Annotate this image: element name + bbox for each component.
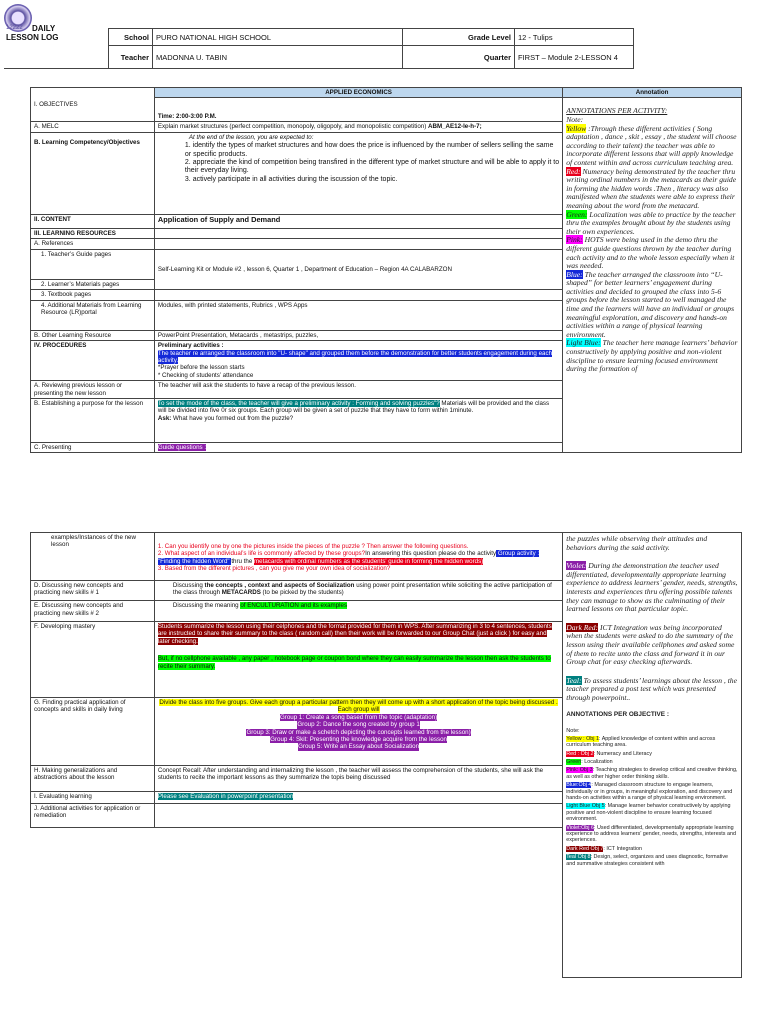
annotations-note: Note: bbox=[566, 115, 584, 124]
header-table bbox=[108, 28, 634, 69]
d-text-1: Discussing bbox=[172, 581, 205, 589]
annotation-tag: Red: bbox=[566, 166, 581, 176]
melc-cell bbox=[154, 122, 562, 132]
purpose-text: Materials will be provided and the class will be divided into five 0r six groups. Each group will be given a set of puzzle that they have to form within 1minute. bbox=[157, 400, 550, 415]
e-text: Discussing the meaning bbox=[172, 602, 241, 610]
melc-code: ABM_AE12-Ie-h-7; bbox=[428, 123, 482, 131]
annotation2-text: ICT Integration was being incorporated when the students were asked to do the summary of the lesson using their available cellphones and asked some of them to recite unto the class and forward it in our Group chat for easy checking afterwards. bbox=[566, 622, 735, 667]
procedures-label: IV. PROCEDURES bbox=[31, 341, 155, 381]
question-2b: In answering this question please do the activity bbox=[365, 550, 497, 558]
f-label: F. Developing mastery bbox=[31, 621, 155, 697]
ref-item-2: 2. Learner’s Materials pages bbox=[31, 279, 155, 289]
presenting-highlight: Guide questions : bbox=[157, 444, 207, 451]
annotation2-text: To assess students’ learnings about the lesson , the teacher prepared a post test which was presented through powerpoint.. bbox=[566, 675, 737, 702]
objective-note: Note: bbox=[566, 728, 580, 735]
blank-area bbox=[154, 828, 562, 978]
lc-item-1: 1. identify the types of market structures and how does the price is influenced by the number of sellers selling the same or specific products. bbox=[184, 142, 554, 158]
question-2-red: metacards with ordinal numbers as the students' guide in forming the hidden words) bbox=[254, 557, 484, 565]
annotation-text: :Through these different activities ( Song adaptation , dance , skit , essay , the student will choose according to their talent) the teacher was able to incorporate different lessons that will apply knowledge of content within and across curriculum teaching area. bbox=[566, 123, 737, 167]
lc-item-3: 3. actively participate in all activities during the iscussion of the topic. bbox=[184, 175, 398, 183]
annotation-column bbox=[563, 98, 742, 453]
d-text-3: (to be picked by the students) bbox=[260, 589, 344, 597]
blank-area bbox=[31, 828, 155, 978]
annotation-item bbox=[566, 125, 738, 168]
annotation2-tag: Violet: bbox=[566, 561, 587, 571]
resources-label: III. LEARNING RESOURCES bbox=[31, 228, 155, 238]
purpose-highlight: To set the mode of the class, the teacher will give a preliminary activity : Forming and solving puzzles"? bbox=[157, 400, 440, 407]
objective-item bbox=[566, 759, 738, 765]
d-bold: the concepts , context and aspects of Socialization bbox=[204, 581, 355, 589]
annotation2-item bbox=[566, 677, 738, 703]
objective-text: : Numeracy and Literacy bbox=[593, 750, 652, 757]
references-label: A. References bbox=[31, 239, 155, 249]
annotation-tag: Yellow bbox=[566, 123, 587, 133]
objectives-label: I. OBJECTIVES bbox=[31, 88, 155, 122]
title-line2: LESSON LOG bbox=[6, 33, 59, 42]
page-2 bbox=[0, 532, 768, 1002]
lc-item-2: 2. appreciate the kind of competition being transfired in the different type of market structure and will be able to apply it to their everyday living. bbox=[184, 159, 560, 175]
j-label: J. Additional activities for application or remediation bbox=[31, 804, 155, 828]
objective-text: : Teaching strategies to develop critical and creative thinking, as well as other higher order thinking skills. bbox=[566, 767, 738, 780]
annotation-column-2 bbox=[563, 533, 742, 978]
quarter-value: FIRST – Module 2-LESSON 4 bbox=[515, 46, 634, 69]
objective-tag: Dark Red Obj 7 bbox=[566, 845, 604, 852]
group-3: Group 3: Draw or make a schetch depicting the concepts learned from the lesson) bbox=[246, 728, 471, 736]
doc-title bbox=[6, 24, 58, 42]
other-label: B. Other Learning Resource bbox=[31, 330, 155, 340]
ref-text: Self-Learning Kit or Module #2 , lesson 6, Quarter 1 , Department of Education – Region 4A CALABARZON bbox=[154, 249, 562, 290]
prelim-highlight: The teacher re arranged the classroom into "U- shape" and grouped them before the demonstration for better students engagement during each activity. bbox=[157, 349, 553, 364]
annotation2-item bbox=[566, 624, 738, 667]
objective-item bbox=[566, 782, 738, 801]
objective-text: : Applied knowledge of content within and across curriculum teaching area. bbox=[566, 735, 716, 749]
annotation2-text: During the demonstration the teacher used differentiated, developmentally appropriate learning experience to address learners’ gender, needs, strengths, interests and experiences thru offering possible talents they can manage to show as the culminating of their learned lessons on that particular topic. bbox=[566, 561, 738, 614]
g-highlight: Divide the class into five groups. Give each group a particular pattern then they will come up with a short application of the topic being discussed . Each group will bbox=[159, 698, 558, 714]
lc-label: B. Learning Competency/Objectives bbox=[31, 132, 155, 214]
annotation-item bbox=[566, 168, 738, 211]
question-2c: thru the bbox=[231, 557, 255, 565]
quarter-label: Quarter bbox=[403, 46, 515, 69]
objective-item bbox=[566, 825, 738, 844]
i-label: I. Evaluating learning bbox=[31, 791, 155, 803]
objective-text: : Used differentiated, developmentally appropriate learning experience to address learners’ gender, needs, strengths, interests and experiences. bbox=[566, 824, 736, 844]
prelim-attendance: * Checking of students’ attendance bbox=[157, 371, 254, 379]
prelim-title: Preliminary activities : bbox=[157, 342, 224, 350]
lesson-table-1 bbox=[30, 87, 742, 453]
empty-cell bbox=[154, 804, 562, 828]
melc-text: Explain market structures (perfect competition, monopoly, oligopoly, and monopolistic competition) bbox=[157, 123, 427, 131]
title-line1: DAILY bbox=[32, 24, 56, 33]
objective-tag: Blue:Obj 4 bbox=[566, 782, 592, 789]
content-text: Application of Supply and Demand bbox=[154, 214, 562, 228]
grade-value: 12 - Tulips bbox=[515, 29, 634, 46]
content-label: II. CONTENT bbox=[31, 214, 155, 228]
annotation-text: The teacher here manage learners’ behavior constructively by applying positive and non-violent discipline to ensure learning focused environment during the formation of bbox=[566, 338, 738, 374]
f-highlight: Students summarize the lesson using their celphones and the format provided for them in WPS. After summarizing in 3 to 4 sentences, students are instructed to share their summary to the class ( random call) then their work will be forwarded to our Group Chat (just a click ) for easy and later checking. bbox=[157, 622, 552, 645]
presenting-label: C. Presenting bbox=[31, 443, 155, 453]
annotation-item bbox=[566, 271, 738, 340]
review-text: The teacher will ask the students to have a recap of the previous lesson. bbox=[154, 381, 562, 399]
d-bold-2: METACARDS bbox=[221, 589, 261, 597]
additional-text: Modules, with printed statements, Rubrics , WPS Apps bbox=[154, 300, 562, 330]
purpose-cell bbox=[154, 399, 562, 443]
objective-tag: Red : Obj 2 bbox=[566, 750, 594, 757]
objective-tag: Violet:Obj 6 bbox=[566, 824, 595, 831]
objective-item bbox=[566, 767, 738, 780]
empty-cell bbox=[154, 228, 562, 238]
purpose-ask: What have you formed out from the puzzle? bbox=[171, 414, 294, 422]
annotation-text: Localization was able to practice by the teacher thru the examples brought about by the students using their own experiences. bbox=[566, 209, 736, 236]
teacher-label: Teacher bbox=[109, 46, 153, 69]
objective-tag: Green bbox=[566, 758, 582, 765]
question-2: 2. What aspect of an individual’s life is commonly affected by these groups? bbox=[157, 550, 366, 558]
objective-tag: Teal Obj 8 bbox=[566, 854, 591, 861]
lc-intro: At the end of the lesson, you are expected to: bbox=[188, 133, 314, 141]
ref-item-1: 1. Teacher’s Guide pages bbox=[31, 249, 155, 279]
empty-cell bbox=[154, 290, 562, 300]
question-1: 1. Can you identify one by one the pictures inside the pieces of the puzzle ? Then answer the following questions. bbox=[157, 543, 469, 550]
subject-title: APPLIED ECONOMICS bbox=[154, 88, 562, 98]
objective-item bbox=[566, 803, 738, 822]
melc-label: A. MELC bbox=[31, 122, 155, 132]
e-cell bbox=[154, 601, 562, 622]
lesson-table-2 bbox=[30, 532, 742, 978]
school-label: School bbox=[109, 29, 153, 46]
review-label: A. Reviewing previous lesson or presenting the new lesson bbox=[31, 381, 155, 399]
teacher-value: MADONNA U. TABIN bbox=[153, 46, 403, 69]
objective-text: : Localization bbox=[581, 758, 613, 765]
annotation2-item bbox=[566, 562, 738, 614]
group-1: Group 1: Create a song based from the topic (adaptation) bbox=[279, 713, 438, 721]
header-line bbox=[4, 68, 109, 69]
f-cell bbox=[154, 621, 562, 697]
g-cell bbox=[154, 697, 562, 765]
f-highlight-2: But, if no cellphone available , any paper , notebook page or coupon bond where they can easily summarize the lesson then ask the students to recite their summary. bbox=[157, 655, 551, 670]
objective-item bbox=[566, 736, 738, 749]
annotation-tag: Pink: bbox=[566, 235, 583, 245]
d-text-2: using power point presentation while soliciting the active participation of the class through bbox=[172, 581, 552, 597]
objective-title: ANNOTATIONS PER OBJECTIVE : bbox=[566, 710, 669, 718]
ref-item-4: 4. Additional Materials from Learning Resource (LR)portal bbox=[31, 300, 155, 330]
prelim-prayer: *Prayer before the lesson starts bbox=[157, 364, 245, 372]
prelim-cell bbox=[154, 341, 562, 381]
group-4: Group 4: Skit: Presenting the knowledge acquire from the lesson bbox=[270, 736, 447, 744]
objective-text: : ICT Integration bbox=[603, 845, 642, 852]
annotation-list bbox=[566, 125, 738, 374]
objective-tag: Pink: Obj 3 bbox=[566, 767, 593, 774]
annotation-continued: the puzzles while observing their attitudes and behaviors during the said activity. bbox=[566, 535, 708, 552]
annotation2-tag: Dark Red: bbox=[566, 622, 599, 632]
h-text: Concept Recall: After understanding and internalizing the lesson , the teacher will assess the comprehension of the students, she will ask the students to recite the important lessons as they summarize the topis being discussed bbox=[154, 765, 562, 791]
annotation-list-2 bbox=[566, 562, 738, 702]
annotation2-tag: Teal: bbox=[566, 675, 582, 685]
group-5: Group 5: Write an Essay about Socialization bbox=[298, 743, 420, 751]
annotation-item bbox=[566, 236, 738, 270]
d-label: D. Discussing new concepts and practicing new skills # 1 bbox=[31, 580, 155, 601]
i-highlight: Please see Evaluation in powerpoint presentation bbox=[157, 792, 294, 800]
lc-cell bbox=[154, 132, 562, 214]
annotation-text: The teacher arranged the classroom into “U-shaped” for better learners’ engagement during activities and decided to grouped the class into 5-6 groups before the lesson started to well managed the time and the learners will have an individual or groups meaningful exploration, and discovery and hands-on activities within a range of physical learning environment. bbox=[566, 269, 735, 339]
annotation-tag: Blue: bbox=[566, 269, 583, 279]
objective-text: : Manage learner behavior constructively by applying positive and non-violent discipline to ensure learning focused environment. bbox=[566, 803, 731, 823]
school-value: PURO NATIONAL HIGH SCHOOL bbox=[153, 29, 403, 46]
e-highlight: of ENCULTURATION and its examples bbox=[240, 602, 348, 610]
objective-item bbox=[566, 846, 738, 852]
d-cell bbox=[154, 580, 562, 601]
page-1 bbox=[0, 0, 768, 480]
objective-text: : Managed classroom structure to engage learners, individually or in groups, in meaningful exploration, and discovery and hands-on activities within a range of physical learning environment. bbox=[566, 782, 733, 801]
objective-list bbox=[566, 736, 738, 867]
annotation-item bbox=[566, 211, 738, 237]
g-label: G. Finding practical application of concepts and skills in daily living bbox=[31, 697, 155, 765]
other-text: PowerPoint Presentation, Metacards , metastrips, puzzles, bbox=[154, 330, 562, 340]
purpose-ask-label: Ask: bbox=[157, 414, 172, 422]
h-label: H. Making generalizations and abstractions about the lesson bbox=[31, 765, 155, 791]
objective-tag: Yellow : Obj 1 bbox=[566, 735, 599, 742]
objective-text: : Design, select, organizes and uses diagnostic, formative and summative strategies consistent with bbox=[566, 854, 729, 867]
objective-item bbox=[566, 854, 738, 867]
group-2: Group 2: Dance the song created by group 1 bbox=[297, 721, 420, 729]
ref-item-3: 3. Textbook pages bbox=[31, 290, 155, 300]
annotation-item bbox=[566, 339, 738, 373]
objective-tag: Light Blue Obj 5 bbox=[566, 803, 605, 810]
objective-item bbox=[566, 751, 738, 757]
empty-cell bbox=[154, 239, 562, 249]
annotation-tag: Green: bbox=[566, 209, 588, 219]
annotations-title: ANNOTATIONS PER ACTIVITY: bbox=[566, 106, 668, 116]
annotation-head: Annotation bbox=[563, 88, 742, 98]
presenting-cell bbox=[154, 443, 562, 453]
annotation-text: HOTS were being used in the demo thru the different guide questions thrown by the teacher during each activity and to the whole lesson especially when it was needed. bbox=[566, 235, 735, 271]
question-2-highlight: Group activity : "Finding the hidden Word" bbox=[157, 550, 540, 565]
logo-text: 12222 bbox=[6, 25, 23, 31]
questions-cell bbox=[154, 533, 562, 581]
cont-label: examples/Instances of the new lesson bbox=[31, 533, 155, 581]
time-text: Time: 2:00-3:00 P.M. bbox=[154, 98, 562, 122]
purpose-label: B. Establishing a purpose for the lesson bbox=[31, 399, 155, 443]
annotation-tag: Light Blue: bbox=[566, 338, 601, 348]
i-cell bbox=[154, 791, 562, 803]
annotation-text: Numeracy being demonstrated by the teacher thru writing ordinal numbers in the metacards as their guide in forming the hidden words .Then , literacy was also manifested when the students were able to express their meaning about the word from the metacard. bbox=[566, 166, 737, 210]
grade-label: Grade Level bbox=[403, 29, 515, 46]
e-label: E. Discussing new concepts and practicing new skills # 2 bbox=[31, 601, 155, 622]
question-3: 3. Based from the different pictures , can you give me your own idea of socialization? bbox=[157, 565, 391, 573]
